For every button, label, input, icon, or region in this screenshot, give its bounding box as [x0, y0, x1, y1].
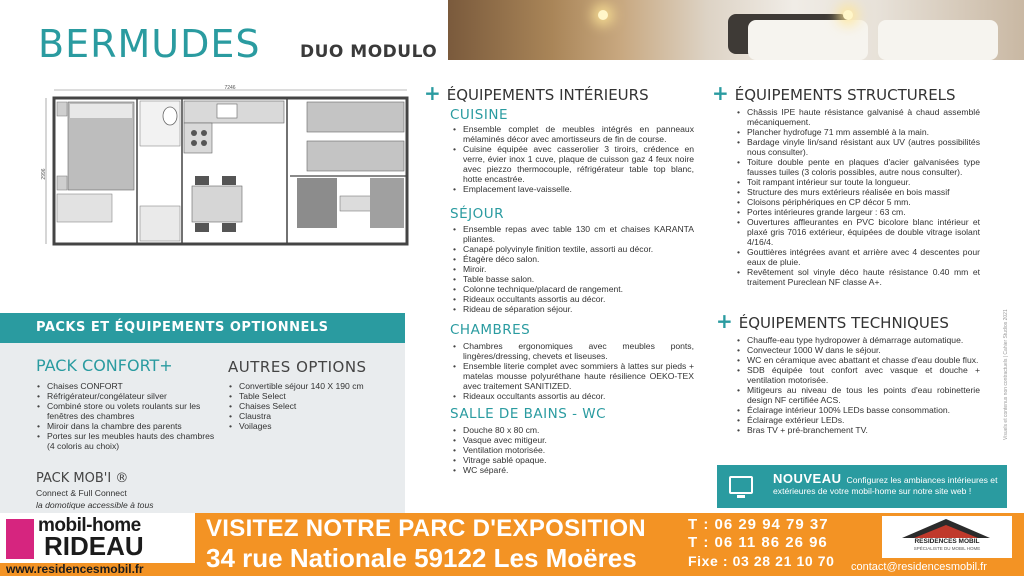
- pack-mobi-line1: Connect & Full Connect: [36, 488, 127, 498]
- phone-2[interactable]: T : 06 11 86 26 96: [688, 534, 828, 551]
- sejour-title: SÉJOUR: [450, 206, 504, 222]
- list-item: • Table basse salon.: [452, 274, 694, 284]
- list-item: • Toit rampant intérieur sur toute la longueur.: [736, 177, 980, 187]
- list-item: • Portes sur les meubles hauts des chambres (4 coloris au choix): [36, 431, 216, 451]
- list-item: • WC en céramique avec abattant et chasse d'eau double flux.: [736, 355, 980, 365]
- list-item: • Vitrage sablé opaque.: [452, 455, 694, 465]
- nouveau-description: Configurez les ambiances intérieures et extérieures de votre mobil-home sur notre site web !: [773, 475, 998, 496]
- structurels-heading: [712, 81, 956, 105]
- pack-mobi-title: PACK MOB'I ®: [36, 471, 129, 486]
- plan-width-label: 7246: [224, 85, 236, 91]
- plan-height-label: 2996: [41, 168, 47, 180]
- list-item: • Convecteur 1000 W dans le séjour.: [736, 345, 980, 355]
- list-item: • Réfrigérateur/congélateur silver: [36, 391, 216, 401]
- plus-icon: +: [716, 309, 733, 333]
- autres-options-list: [228, 381, 398, 431]
- list-item: • SDB équipée tout confort avec vasque et douche + ventilation motorisée.: [736, 365, 980, 385]
- list-item: • Combiné store ou volets roulants sur les fenêtres des chambres: [36, 401, 216, 421]
- contact-email[interactable]: contact@residencesmobil.fr: [851, 561, 987, 573]
- logo-text-line2: RIDEAU: [44, 531, 144, 561]
- phone-fixed[interactable]: Fixe : 03 28 21 10 70: [688, 553, 835, 569]
- list-item: • Étagère déco salon.: [452, 254, 694, 264]
- list-item: • Ensemble repas avec table 130 cm et chaises KARANTA pliantes.: [452, 224, 694, 244]
- logo-text-line1: mobil-home: [38, 515, 141, 536]
- list-item: • Mitigeurs au niveau de tous les points d'eau robinetterie design NF certifiée ACS.: [736, 385, 980, 405]
- list-item: • Châssis IPE haute résistance galvanisé à chaud assemblé mécaniquement.: [736, 107, 980, 127]
- list-item: • Voilages: [228, 421, 398, 431]
- pack-mobi-line2: la domotique accessible à tous: [36, 500, 154, 510]
- salle-de-bains-title: SALLE DE BAINS - WC: [450, 406, 607, 422]
- photo-pillow: [748, 20, 868, 60]
- list-item: • Chauffe-eau type hydropower à démarrage automatique.: [736, 335, 980, 345]
- packs-title: PACKS ET ÉQUIPEMENTS OPTIONNELS: [36, 320, 329, 335]
- logo-mark: [6, 519, 34, 559]
- list-item: • Ensemble complet de meubles intégrés en panneaux mélaminés décor avec amortisseurs de fin de course.: [452, 124, 694, 144]
- pack-confort-title: PACK CONFORT+: [36, 356, 173, 375]
- banner-address: 34 rue Nationale 59122 Les Moëres: [206, 543, 637, 573]
- techniques-heading: [716, 309, 949, 333]
- plus-icon: +: [424, 81, 441, 105]
- list-item: • Éclairage extérieur LEDs.: [736, 415, 980, 425]
- list-item: • Portes intérieures grande largeur : 63 cm.: [736, 207, 980, 217]
- plus-icon: +: [712, 81, 729, 105]
- techniques-title: ÉQUIPEMENTS TECHNIQUES: [738, 314, 949, 332]
- list-item: • Chambres ergonomiques avec meubles ponts, lingères/dressing, chevets et liseuses.: [452, 341, 694, 361]
- website-link[interactable]: www.residencesmobil.fr: [6, 562, 144, 576]
- interieurs-title: ÉQUIPEMENTS INTÉRIEURS: [446, 86, 649, 104]
- list-item: • Rideaux occultants assortis au décor.: [452, 294, 694, 304]
- monitor-icon: [729, 476, 753, 494]
- list-item: • Emplacement lave-vaisselle.: [452, 184, 694, 194]
- chambres-list: [452, 341, 694, 401]
- bedroom-photo: [448, 0, 1024, 60]
- list-item: • Bras TV + pré-branchement TV.: [736, 425, 980, 435]
- list-item: • Revêtement sol vinyle déco haute résistance 0.40 mm et traitement Pureclean NF classe A+.: [736, 267, 980, 287]
- list-item: • Vasque avec mitigeur.: [452, 435, 694, 445]
- salle-de-bains-list: [452, 425, 694, 475]
- photo-pillow: [878, 20, 998, 60]
- list-item: • Table Select: [228, 391, 398, 401]
- list-item: • Convertible séjour 140 X 190 cm: [228, 381, 398, 391]
- list-item: • Rideaux occultants assortis au décor.: [452, 391, 694, 401]
- list-item: • Chaises CONFORT: [36, 381, 216, 391]
- list-item: • Colonne technique/placard de rangement.: [452, 284, 694, 294]
- list-item: • Gouttières intégrées avant et arrière avec 4 descentes pour eaux de pluie.: [736, 247, 980, 267]
- floor-plan: [42, 86, 412, 254]
- list-item: • Cuisine équipée avec casserolier 3 tiroirs, crédence en verre, évier inox 1 cuve, plaque de cuisson gaz 4 feux noire avec piezzo thermocouple, réfrigérateur table top blanc, hotte encastrée.: [452, 144, 694, 184]
- cuisine-list: [452, 124, 694, 194]
- pack-confort-list: [36, 381, 216, 451]
- chambres-title: CHAMBRES: [450, 322, 531, 338]
- list-item: • Claustra: [228, 411, 398, 421]
- list-item: • Éclairage intérieur 100% LEDs basse consommation.: [736, 405, 980, 415]
- residences-tagline: SPÉCIALISTE DU MOBIL HOME: [913, 546, 981, 551]
- list-item: • Ouvertures affleurantes en PVC bicolore blanc intérieur et plaxé gris 7016 extérieur, équipées de double vitrage isolant 4/16/4.: [736, 217, 980, 247]
- list-item: • Chaises Select: [228, 401, 398, 411]
- banner-headline: VISITEZ NOTRE PARC D'EXPOSITION: [206, 515, 646, 542]
- sejour-list: [452, 224, 694, 314]
- photo-lamp: [843, 10, 853, 20]
- structurels-title: ÉQUIPEMENTS STRUCTURELS: [734, 86, 956, 104]
- page-subtitle: DUO MODULO: [300, 42, 438, 62]
- techniques-list: [736, 335, 980, 435]
- structurels-list: [736, 107, 980, 287]
- side-legal-note: Visuels et contenus non contractuels | Cahier Studios 2021: [1003, 309, 1009, 440]
- list-item: • Ensemble literie complet avec sommiers à lattes sur pieds + matelas mousse polyuréthane haute résilience OEKO-TEX avec traitement SANITIZED.: [452, 361, 694, 391]
- photo-lamp: [598, 10, 608, 20]
- cuisine-title: CUISINE: [450, 107, 508, 123]
- list-item: • Rideau de séparation séjour.: [452, 304, 694, 314]
- page-title: BERMUDES: [38, 22, 261, 66]
- list-item: • Plancher hydrofuge 71 mm assemblé à la main.: [736, 127, 980, 137]
- list-item: • Douche 80 x 80 cm.: [452, 425, 694, 435]
- interieurs-heading: [424, 81, 649, 105]
- list-item: • Structure des murs extérieurs réalisée en bois massif: [736, 187, 980, 197]
- list-item: • Cloisons périphériques en CP décor 5 mm.: [736, 197, 980, 207]
- list-item: • WC séparé.: [452, 465, 694, 475]
- list-item: • Miroir.: [452, 264, 694, 274]
- phone-1[interactable]: T : 06 29 94 79 37: [688, 516, 829, 533]
- house-roof-icon: [900, 518, 992, 540]
- nouveau-label: NOUVEAU: [773, 471, 842, 486]
- list-item: • Ventilation motorisée.: [452, 445, 694, 455]
- autres-options-title: AUTRES OPTIONS: [228, 358, 367, 376]
- nouveau-text: [773, 473, 998, 497]
- list-item: • Bardage vinyle lin/sand résistant aux UV (autres possibilités nous consulter).: [736, 137, 980, 157]
- list-item: • Canapé polyvinyle finition textile, assorti au décor.: [452, 244, 694, 254]
- list-item: • Miroir dans la chambre des parents: [36, 421, 216, 431]
- residences-name: RESIDENCES MOBIL: [914, 538, 980, 545]
- list-item: • Toiture double pente en plaques d'acier galvanisées type fausses tuiles (3 coloris possibles, autre nous consulter).: [736, 157, 980, 177]
